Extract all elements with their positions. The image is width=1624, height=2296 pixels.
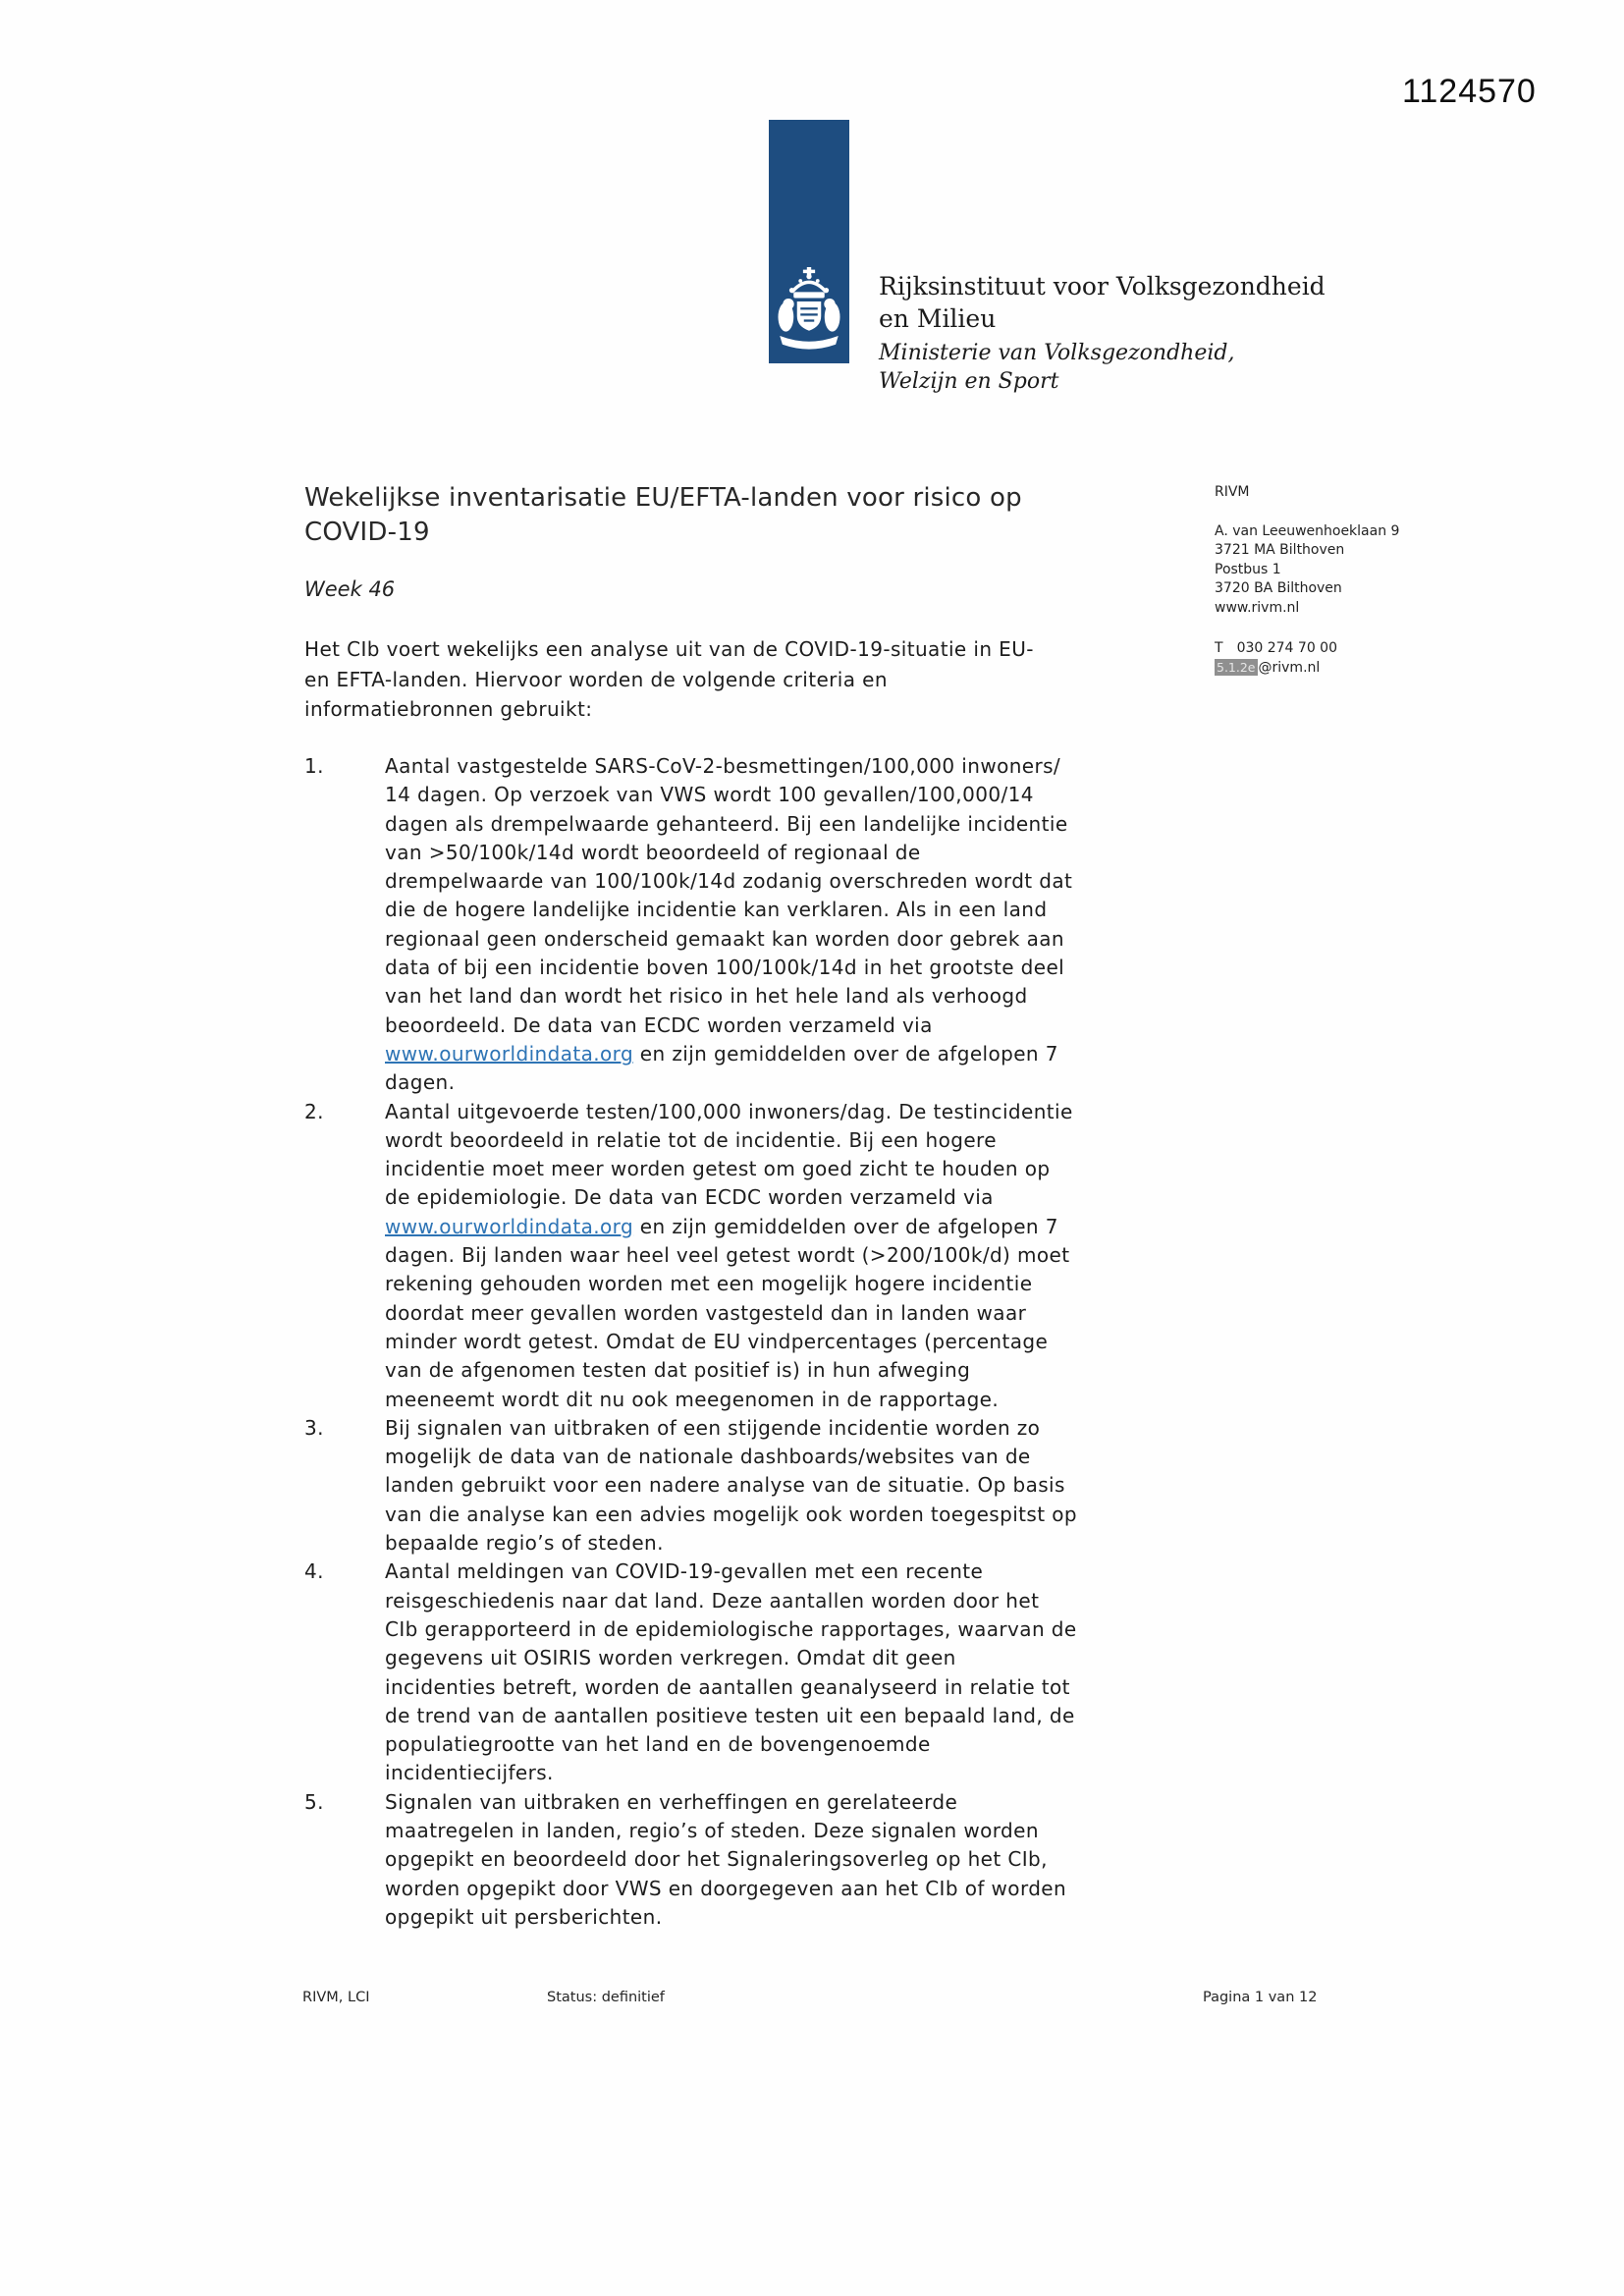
text-segment: drempelwaarde van 100/100k/14d zodanig overschreden wordt dat (385, 869, 1073, 894)
list-item (304, 1098, 1077, 1414)
text-segment: reisgeschiedenis naar dat land. Deze aantallen worden door het (385, 1588, 1040, 1613)
week-label: Week 46 (304, 577, 396, 601)
text-segment: minder wordt getest. Omdat de EU vindpercentages (percentage (385, 1329, 1049, 1353)
contact-address (1215, 522, 1399, 619)
text-segment: opgepikt en beoordeeld door het Signaleringsoverleg op het CIb, (385, 1847, 1048, 1872)
list-item-text (385, 1098, 1073, 1414)
address-line: Postbus 1 (1215, 561, 1281, 577)
text-segment: dagen. Bij landen waar heel veel getest wordt (>200/100k/d) moet (385, 1243, 1070, 1268)
text-segment: rekening gehouden worden met een mogelijk hogere incidentie (385, 1272, 1033, 1296)
list-item (304, 1414, 1077, 1558)
list-item (304, 1788, 1077, 1932)
text-segment: van die analyse kan een advies mogelijk ook worden toegespitst op (385, 1502, 1077, 1526)
address-line: 3721 MA Bilthoven (1215, 542, 1345, 558)
text-segment: van het land dan wordt het risico in het hele land als verhoogd (385, 984, 1028, 1009)
address-line: www.rivm.nl (1215, 599, 1300, 616)
text-segment: en zijn gemiddelden over de afgelopen 7 (633, 1041, 1058, 1066)
text-segment: opgepikt uit persberichten. (385, 1904, 663, 1929)
text-segment: regionaal geen onderscheid gemaakt kan worden door gebrek aan (385, 926, 1065, 951)
list-item (304, 752, 1077, 1098)
text-segment: en zijn gemiddelden over de afgelopen 7 (633, 1214, 1058, 1238)
text-segment: bepaalde regio’s of steden. (385, 1531, 664, 1556)
text-segment: van >50/100k/14d wordt beoordeeld of regionaal de (385, 840, 921, 864)
text-segment: populatiegrootte van het land en de bovengenoemde (385, 1732, 931, 1757)
logo-text (879, 270, 1326, 396)
contact-phone (1215, 639, 1399, 659)
intro-line: en EFTA-landen. Hiervoor worden de volgende criteria en (304, 667, 888, 691)
text-segment: Aantal meldingen van COVID-19-gevallen met een recente (385, 1559, 984, 1584)
document-number-stamp: 1124570 (1402, 73, 1537, 110)
text-segment: incidentie moet meer worden getest om goed zicht te houden op (385, 1157, 1051, 1181)
list-item-number: 4. (304, 1559, 324, 1584)
ministry-name-line2: Welzijn en Sport (879, 369, 1059, 394)
list-item (304, 1558, 1077, 1787)
email-domain: @rivm.nl (1258, 659, 1321, 676)
phone-label: T (1215, 640, 1223, 656)
text-segment: dagen als drempelwaarde gehanteerd. Bij een landelijke incidentie (385, 811, 1068, 836)
criteria-list (304, 752, 1077, 1932)
text-segment: beoordeeld. De data van ECDC worden verzameld via (385, 1012, 933, 1037)
text-segment: mogelijk de data van de nationale dashboards/websites van de (385, 1445, 1031, 1469)
contact-org: RIVM (1215, 484, 1250, 500)
intro-line: Het CIb voert wekelijks een analyse uit van de COVID-19-situatie in EU- (304, 637, 1034, 661)
ourworldindata-link[interactable]: www.ourworldindata.org (385, 1041, 634, 1066)
intro-line: informatiebronnen gebruikt: (304, 697, 593, 721)
page-title-line2: COVID-19 (304, 518, 430, 547)
page-title (304, 481, 1022, 550)
text-segment: 14 dagen. Op verzoek van VWS wordt 100 gevallen/100,000/14 (385, 783, 1034, 807)
text-segment: CIb gerapporteerd in de epidemiologische rapportages, waarvan de (385, 1616, 1077, 1641)
address-line: A. van Leeuwenhoeklaan 9 (1215, 522, 1400, 539)
list-item-text (385, 1788, 1066, 1932)
redaction-box: 5.1.2e (1217, 659, 1256, 675)
list-item-number: 5. (304, 1789, 324, 1814)
text-segment: maatregelen in landen, regio’s of steden. Deze signalen worden (385, 1818, 1039, 1842)
text-segment: doordat meer gevallen worden vastgesteld dan in landen waar (385, 1300, 1027, 1325)
ministry-name-line1: Ministerie van Volksgezondheid, (879, 341, 1235, 365)
text-segment: van de afgenomen testen dat positief is) in hun afweging (385, 1358, 971, 1383)
text-segment: meeneemt wordt dit nu ook meegenomen in de rapportage. (385, 1387, 1000, 1411)
text-segment: wordt beoordeeld in relatie tot de incidentie. Bij een hogere (385, 1127, 997, 1152)
list-item-text (385, 752, 1072, 1098)
text-segment: incidenties betreft, worden de aantallen geanalyseerd in relatie tot (385, 1674, 1070, 1699)
text-segment: Signalen van uitbraken en verheffingen en gerelateerde (385, 1789, 958, 1814)
page-title-line1: Wekelijkse inventarisatie EU/EFTA-landen voor risico op (304, 483, 1022, 513)
list-item-number: 2. (304, 1099, 324, 1123)
text-segment: de trend van de aantallen positieve testen uit een bepaald land, de (385, 1703, 1075, 1727)
coat-of-arms-icon (775, 263, 843, 354)
footer-status: Status: definitief (547, 1990, 665, 2005)
text-segment: Aantal uitgevoerde testen/100,000 inwoners/dag. De testincidentie (385, 1099, 1073, 1123)
text-segment: data of bij een incidentie boven 100/100k/14d in het grootste deel (385, 956, 1065, 980)
list-item-number: 3. (304, 1415, 324, 1440)
list-item-number: 1. (304, 754, 324, 778)
text-segment: worden opgepikt door VWS en doorgegeven aan het CIb of worden (385, 1876, 1067, 1900)
text-segment: die de hogere landelijke incidentie kan verklaren. Als in een land (385, 898, 1048, 922)
text-segment: de epidemiologie. De data van ECDC worden verzameld via (385, 1185, 994, 1210)
footer-page-number: Pagina 1 van 12 (1203, 1990, 1318, 2005)
logo-blue-bar (769, 120, 849, 363)
contact-email (1215, 659, 1399, 679)
institute-name-line2: en Milieu (879, 304, 997, 333)
phone-number: 030 274 70 00 (1236, 640, 1337, 656)
text-segment: landen gebruikt voor een nadere analyse van de situatie. Op basis (385, 1473, 1065, 1498)
list-item-text (385, 1414, 1077, 1558)
text-segment: gegevens uit OSIRIS worden verkregen. Omdat dit geen (385, 1646, 956, 1670)
institute-name-line1: Rijksinstituut voor Volksgezondheid (879, 272, 1326, 301)
intro-paragraph (304, 634, 1034, 725)
text-segment: Aantal vastgestelde SARS-CoV-2-besmettingen/100,000 inwoners/ (385, 754, 1061, 778)
text-segment: dagen. (385, 1070, 456, 1095)
text-segment: incidentiecijfers. (385, 1761, 554, 1785)
ourworldindata-link[interactable]: www.ourworldindata.org (385, 1214, 634, 1238)
list-item-text (385, 1558, 1077, 1787)
address-line: 3720 BA Bilthoven (1215, 580, 1342, 596)
text-segment: Bij signalen van uitbraken of een stijgende incidentie worden zo (385, 1415, 1041, 1440)
footer-org: RIVM, LCI (302, 1990, 370, 2005)
contact-sidebar (1215, 483, 1399, 678)
